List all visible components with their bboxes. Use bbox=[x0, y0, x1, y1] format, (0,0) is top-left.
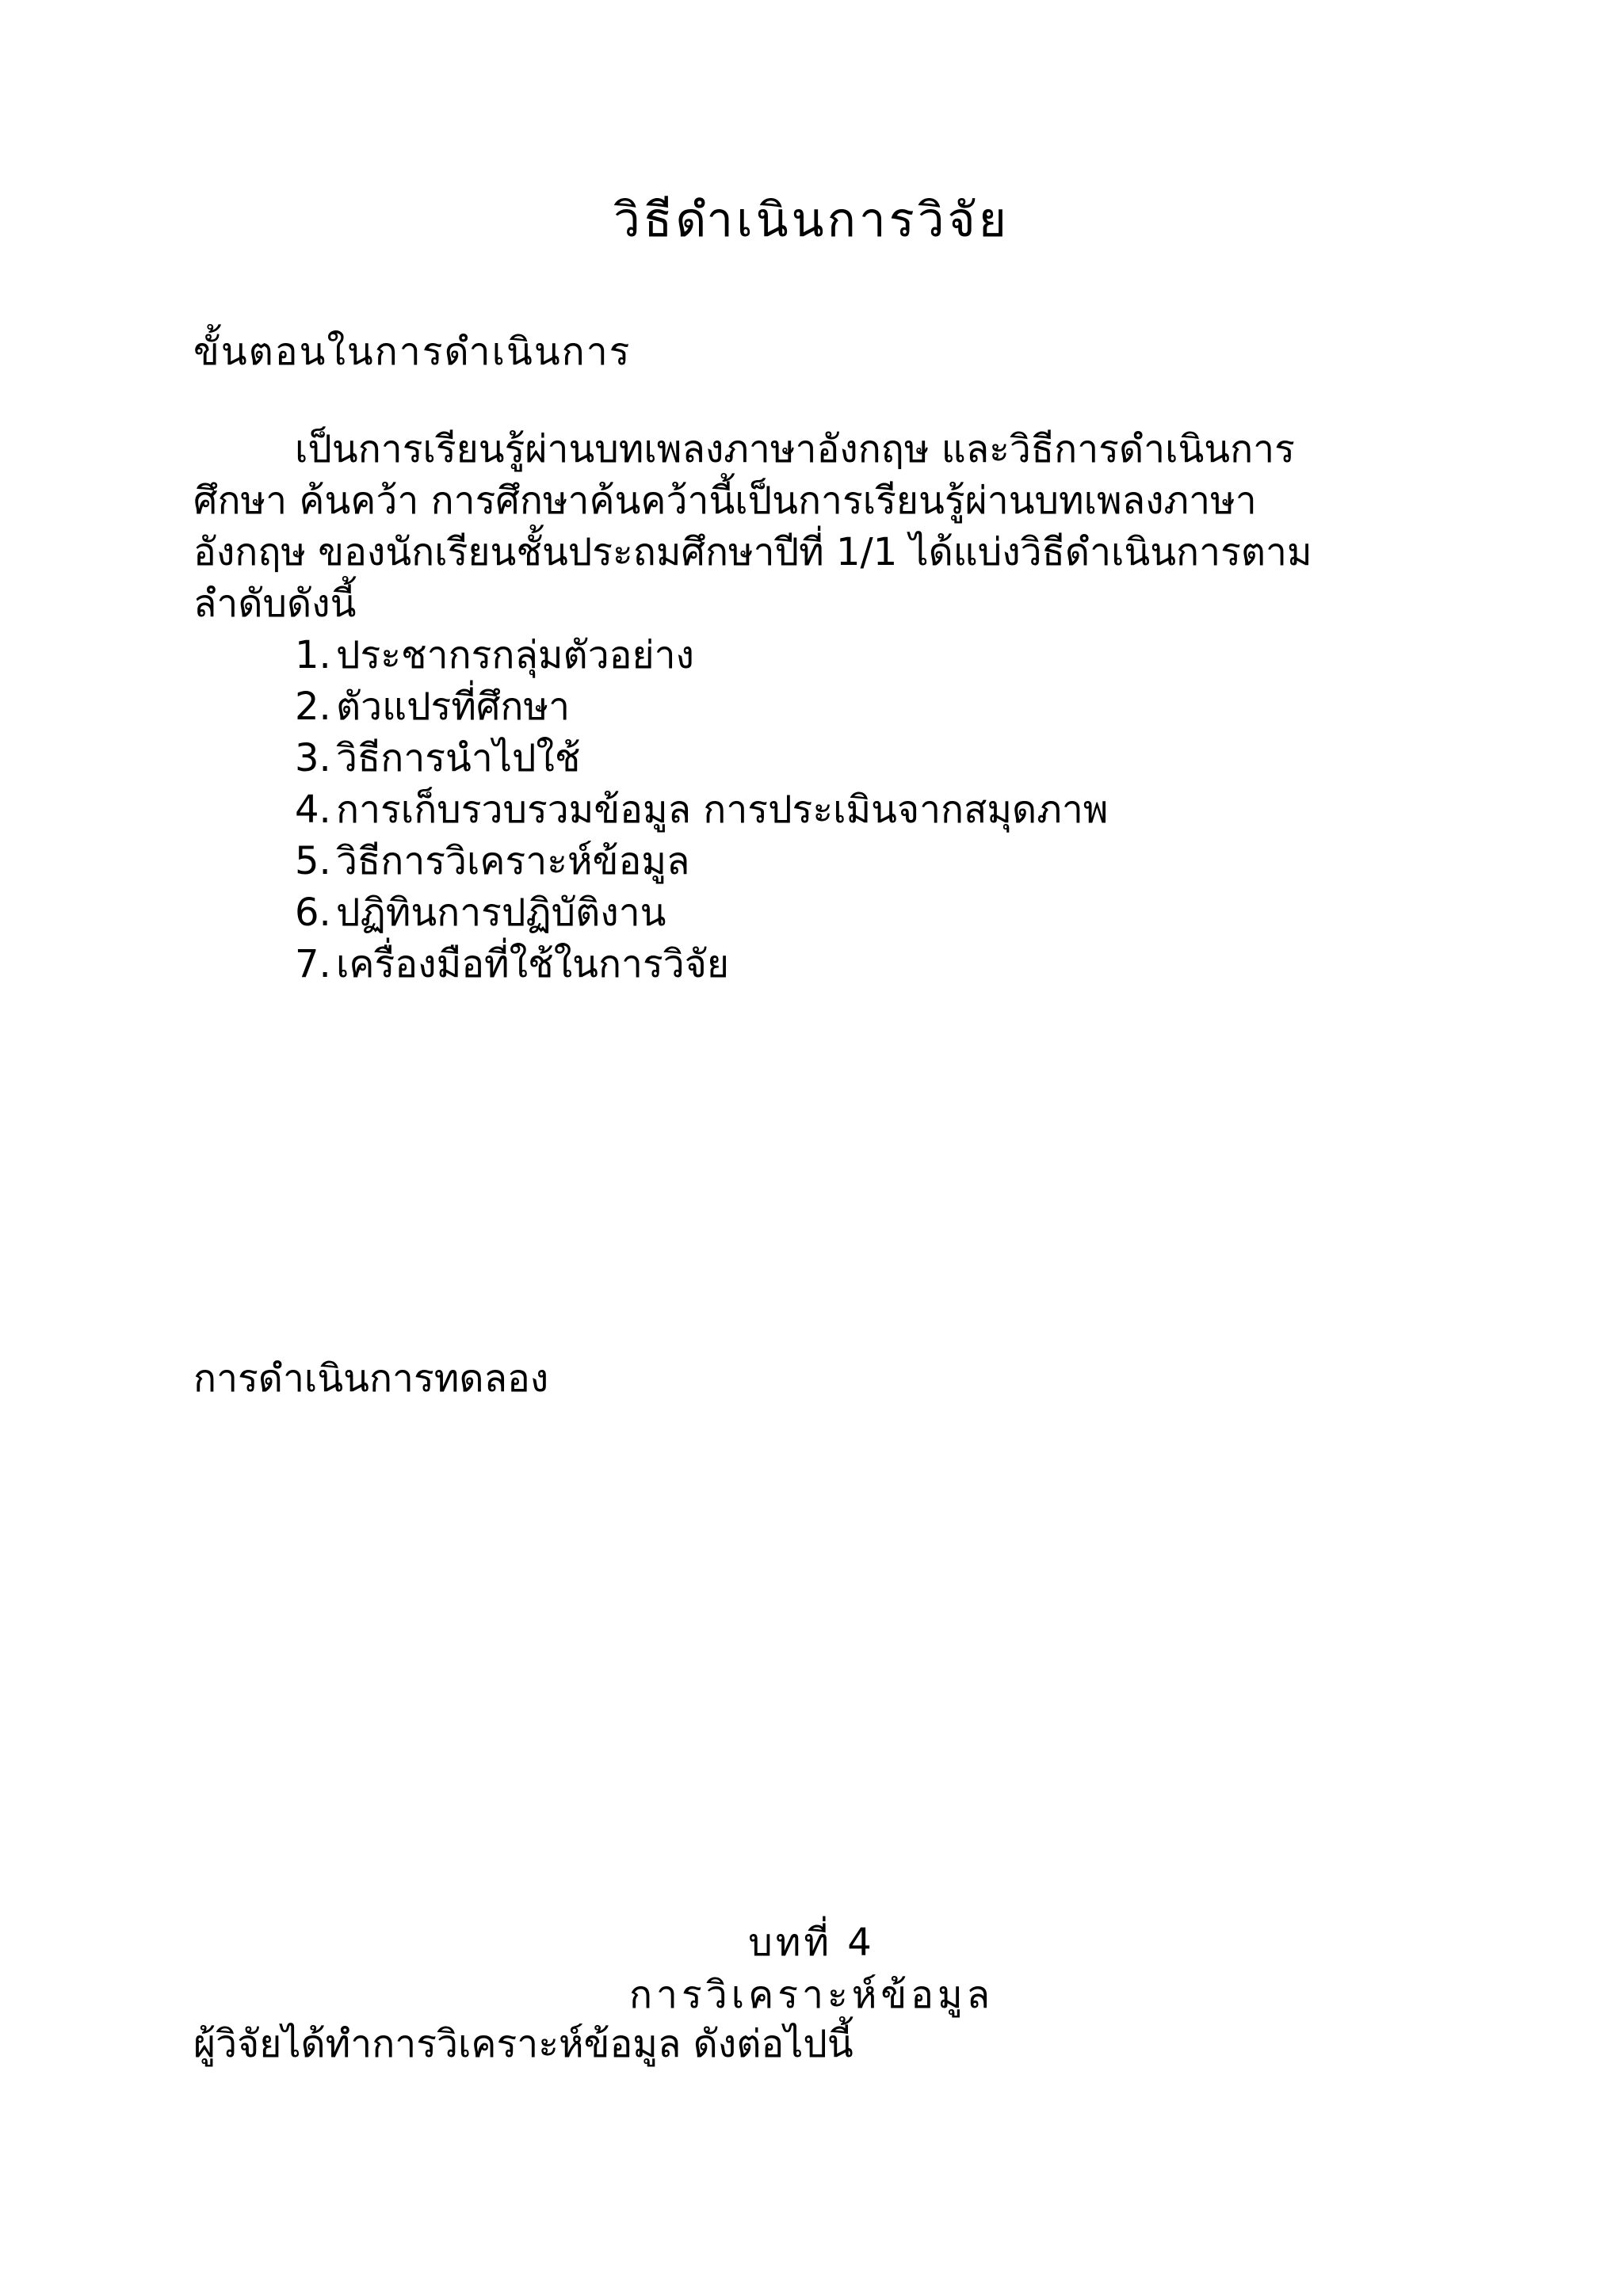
chapter-label: บทที่ 4 bbox=[748, 1920, 875, 1965]
steps-list bbox=[295, 630, 1108, 990]
section-heading: ขั้นตอนในการดำเนินการ bbox=[193, 330, 632, 374]
list-item-number: 6. bbox=[295, 891, 331, 935]
list-item bbox=[295, 733, 1108, 784]
paragraph-line: อังกฤษ ของนักเรียนชั้นประถมศึกษาปีที่ 1/1 ได้แบ่งวิธีดำเนินการตาม bbox=[193, 530, 1312, 574]
closing-line: ผู้วิจัยได้ทำการวิเคราะห์ข้อมูล ดังต่อไปนี้ bbox=[193, 2022, 854, 2066]
list-item bbox=[295, 836, 1108, 887]
list-item-text: วิธีการนำไปใช้ bbox=[336, 736, 581, 780]
list-item bbox=[295, 630, 1108, 681]
list-item-number: 5. bbox=[295, 839, 331, 883]
list-item-text: การเก็บรวบรวมข้อมูล การประเมินจากสมุดภาพ bbox=[336, 788, 1109, 832]
intro-paragraph bbox=[193, 424, 1493, 630]
list-item bbox=[295, 939, 1108, 990]
paragraph-line: เป็นการเรียนรู้ผ่านบทเพลงภาษาอังกฤษ และวิธีการดำเนินการ bbox=[295, 427, 1295, 471]
list-item-number: 1. bbox=[295, 633, 331, 677]
list-item bbox=[295, 784, 1108, 836]
paragraph-line: ลำดับดังนี้ bbox=[193, 582, 357, 626]
experiment-heading: การดำเนินการทดลอง bbox=[193, 1356, 549, 1401]
list-item-number: 4. bbox=[295, 788, 331, 832]
list-item-text: วิธีการวิเคราะห์ข้อมูล bbox=[336, 839, 690, 883]
list-item bbox=[295, 887, 1108, 939]
list-item-number: 3. bbox=[295, 736, 331, 780]
list-item-text: ตัวแปรที่ศึกษา bbox=[336, 685, 571, 729]
list-item-text: เครื่องมือที่ใช้ในการวิจัย bbox=[336, 942, 729, 986]
list-item-text: ประชากรกลุ่มตัวอย่าง bbox=[336, 633, 694, 677]
list-item-text: ปฏิทินการปฏิบัติงาน bbox=[336, 891, 666, 935]
paragraph-line: ศึกษา ค้นคว้า การศึกษาค้นคว้านี้เป็นการเรียนรู้ผ่านบทเพลงภาษา bbox=[193, 479, 1257, 523]
list-item-number: 7. bbox=[295, 942, 331, 986]
chapter-title: การวิเคราะห์ข้อมูล bbox=[628, 1973, 995, 2017]
list-item-number: 2. bbox=[295, 685, 331, 729]
list-item bbox=[295, 681, 1108, 733]
page-title: วิธีดำเนินการวิจัย bbox=[613, 193, 1010, 248]
